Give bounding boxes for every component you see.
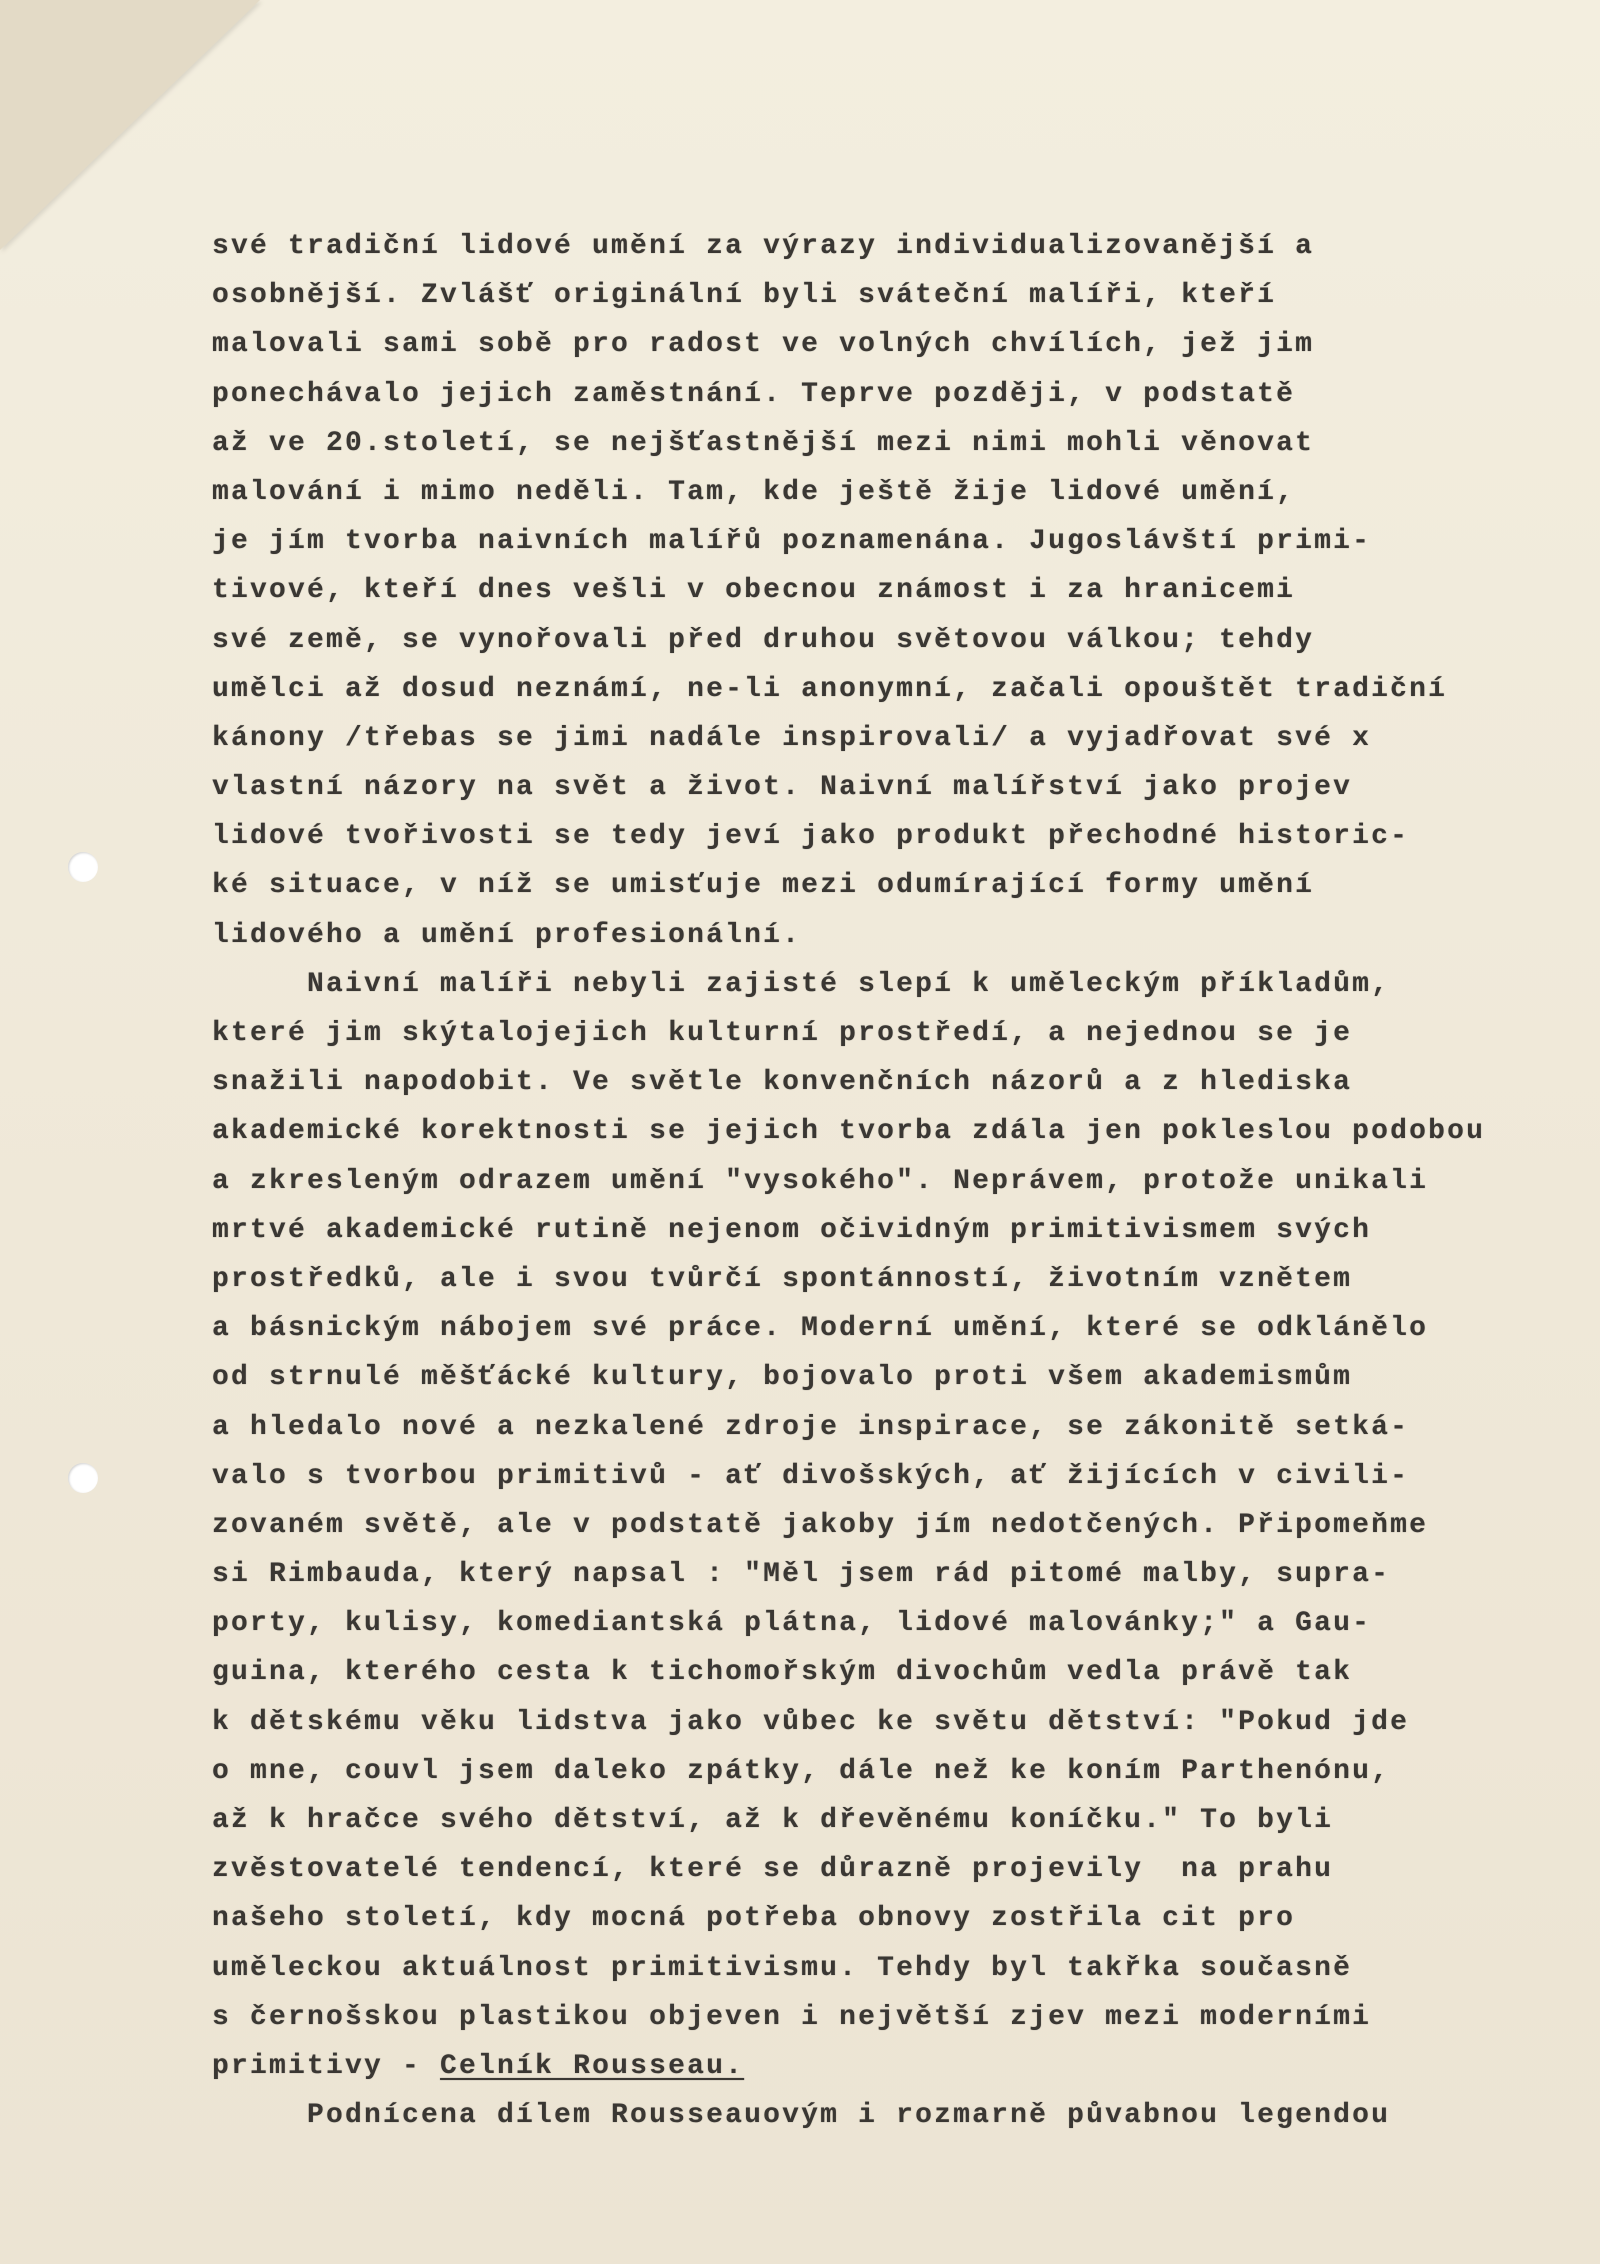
text-line: našeho století, kdy mocná potřeba obnovy zostřila cit pro [212,1903,1296,1935]
text-line: lidové tvořivosti se tedy jeví jako produkt přechodné historic- [212,821,1410,853]
paragraph-start-line: Naivní malíři nebyli zajisté slepí k uměleckým příkladům, [212,968,1391,1000]
paragraph-start-line: Podnícena dílem Rousseauovým i rozmarně půvabnou legendou [212,2100,1391,2132]
text-line: osobnější. Zvlášť originální byli sváteční malíři, kteří [212,280,1277,312]
text-line: a hledalo nové a nezkalené zdroje inspirace, se zákonitě setká- [212,1411,1410,1443]
text-line: zovaném světě, ale v podstatě jakoby jím nedotčených. Připomeňme [212,1509,1429,1541]
text-line: své tradiční lidové umění za výrazy individualizovanější a [212,231,1315,262]
text-line: a básnickým nábojem své práce. Moderní umění, které se odklánělo [212,1313,1429,1345]
punch-hole-lower [68,1463,98,1493]
underlined-name: Celník Rousseau. [440,2050,745,2082]
text-line: guina, kterého cesta k tichomořským divochům vedla právě tak [212,1657,1353,1689]
text-line: od strnulé měšťácké kultury, bojovalo proti všem akademismům [212,1362,1353,1394]
text-line: porty, kulisy, komediantská plátna, lidové malovánky;" a Gau- [212,1608,1372,1640]
text-line: lidového a umění profesionální. [212,919,802,951]
text-line: akademické korektnosti se jejich tvorba zdála jen pokleslou podobou [212,1116,1486,1148]
text-line: až k hračce svého dětství, až k dřevěnému koníčku." To byli [212,1805,1334,1836]
text-line: je jím tvorba naivních malířů poznamenána. Jugoslávští primi- [212,526,1372,558]
text-line: umělci až dosud neznámí, ne-li anonymní, začali opouštět tradiční [212,673,1448,705]
text-line: tivové, kteří dnes vešli v obecnou známost i za hranicemi [212,575,1296,607]
text-line: si Rimbauda, který napsal : "Měl jsem rád pitomé malby, supra- [212,1559,1391,1591]
text-line: zvěstovatelé tendencí, které se důrazně projevily na prahu [212,1854,1334,1886]
text-line: k dětskému věku lidstva jako vůbec ke světu dětství: "Pokud jde [212,1706,1410,1738]
text-line: uměleckou aktuálnost primitivismu. Tehdy byl takřka současně [212,1952,1353,1984]
text-line: až ve 20.století, se nejšťastnější mezi nimi mohli věnovat [212,427,1315,459]
text-line-lead: primitivy - [212,2050,441,2082]
text-line: které jim skýtalojejich kulturní prostředí, a nejednou se je [212,1018,1353,1049]
text-line: a zkresleným odrazem umění "vysokého". Neprávem, protože unikali [212,1165,1429,1197]
text-line: kánony /třebas se jimi nadále inspirovali/ a vyjadřovat své x [212,722,1372,754]
punch-hole-upper [68,852,98,882]
text-line: své země, se vynořovali před druhou světovou válkou; tehdy [212,624,1315,656]
text-line: s černošskou plastikou objeven i největší zjev mezi moderními [212,2001,1372,2033]
text-line: ponechávalo jejich zaměstnání. Teprve později, v podstatě [212,378,1296,410]
text-line: ké situace, v níž se umisťuje mezi odumírající formy umění [212,870,1315,902]
text-line-with-name [212,2042,1562,2091]
text-line: vlastní názory na svět a život. Naivní malířství jako projev [212,772,1353,804]
text-line: o mne, couvl jsem daleko zpátky, dále než ke koním Parthenónu, [212,1755,1391,1787]
text-line: malovali sami sobě pro radost ve volných chvílích, jež jim [212,329,1315,361]
text-line: mrtvé akademické rutině nejenom očividným primitivismem svých [212,1214,1372,1246]
text-line: valo s tvorbou primitivů - ať divošských, ať žijících v civili- [212,1460,1410,1492]
text-line: snažili napodobit. Ve světle konvenčních názorů a z hlediska [212,1067,1353,1099]
folded-corner [0,0,260,250]
text-line: malování i mimo neděli. Tam, kde ještě žije lidové umění, [212,476,1296,508]
text-line: prostředků, ale i svou tvůrčí spontánností, životním vznětem [212,1263,1353,1295]
typewritten-text [212,222,1562,2140]
